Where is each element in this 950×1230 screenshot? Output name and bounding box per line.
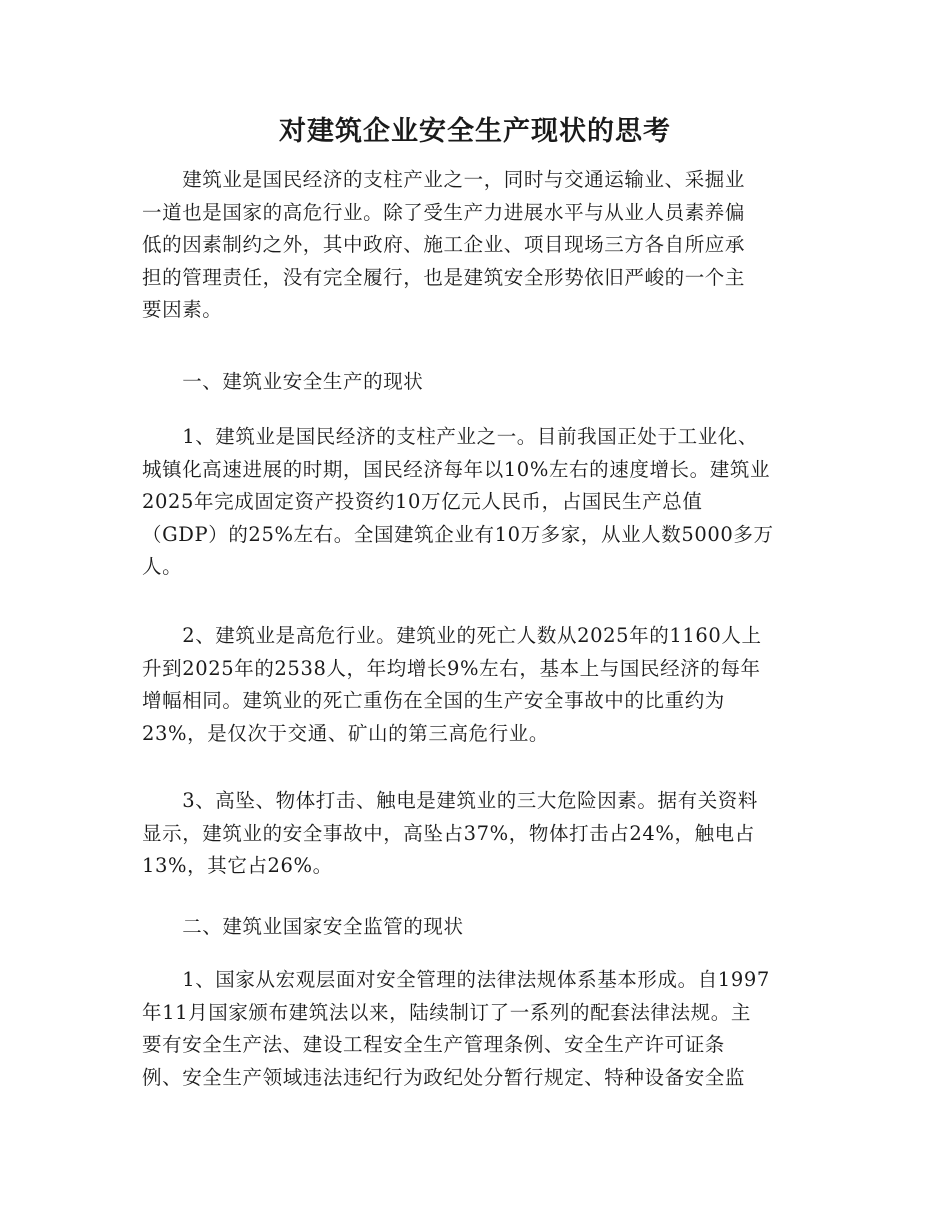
paragraph-line: 3、高坠、物体打击、触电是建筑业的三大危险因素。据有关资料 <box>142 789 759 812</box>
paragraph-line: 23%，是仅次于交通、矿山的第三高危行业。 <box>142 721 549 745</box>
paragraph-line: 2025年完成固定资产投资约10万亿元人民币，占国民生产总值 <box>142 490 703 513</box>
section-heading-1 <box>142 366 812 399</box>
paragraph-line: 要因素。 <box>142 298 223 321</box>
section-heading: 一、建筑业安全生产的现状 <box>142 370 424 393</box>
document-title: 对建筑企业安全生产现状的思考 <box>279 116 671 147</box>
paragraph-1-1 <box>142 421 812 584</box>
paragraph-line: 增幅相同。建筑业的死亡重伤在全国的生产安全事故中的比重约为 <box>142 689 725 712</box>
paragraph-line: 1、建筑业是国民经济的支柱产业之一。目前我国正处于工业化、 <box>142 425 759 448</box>
section-heading: 二、建筑业国家安全监管的现状 <box>142 915 464 938</box>
paragraph-line: 低的因素制约之外，其中政府、施工企业、项目现场三方各自所应承 <box>142 233 746 256</box>
paragraph-line: 13%，其它占26%。 <box>142 854 333 877</box>
paragraph-line: 2、建筑业是高危行业。建筑业的死亡人数从2025年的1160人上 <box>142 624 762 647</box>
paragraph-line: 人。 <box>142 555 183 578</box>
paragraph-line: 1、国家从宏观层面对安全管理的法律法规体系基本形成。自1997 <box>142 968 770 991</box>
paragraph-line: （GDP）的25%左右。全国建筑企业有10万多家，从业人数5000多万 <box>142 522 774 546</box>
paragraph-line: 城镇化高速进展的时期，国民经济每年以10%左右的速度增长。建筑业 <box>142 457 771 481</box>
paragraph-line: 要有安全生产法、建设工程安全生产管理条例、安全生产许可证条 <box>142 1033 725 1056</box>
paragraph-line: 建筑业是国民经济的支柱产业之一，同时与交通运输业、采掘业 <box>142 168 746 191</box>
paragraph-line: 担的管理责任，没有完全履行，也是建筑安全形势依旧严峻的一个主 <box>142 265 746 289</box>
paragraph-1-3 <box>142 785 812 883</box>
section-heading-2 <box>142 911 812 944</box>
paragraph-1-2 <box>142 620 812 750</box>
paragraph-line: 显示，建筑业的安全事故中，高坠占37%，物体打击占24%，触电占 <box>142 821 755 845</box>
paragraph-line: 一道也是国家的高危行业。除了受生产力进展水平与从业人员素养偏 <box>142 200 746 224</box>
paragraph-line: 例、安全生产领域违法违纪行为政纪处分暂行规定、特种设备安全监 <box>142 1065 746 1089</box>
paragraph-2-1 <box>142 964 812 1094</box>
paragraph-intro <box>142 164 812 327</box>
paragraph-line: 年11月国家颁布建筑法以来，陆续制订了一系列的配套法律法规。主 <box>142 1000 751 1024</box>
paragraph-line: 升到2025年的2538人，年均增长9%左右，基本上与国民经济的每年 <box>142 656 761 680</box>
